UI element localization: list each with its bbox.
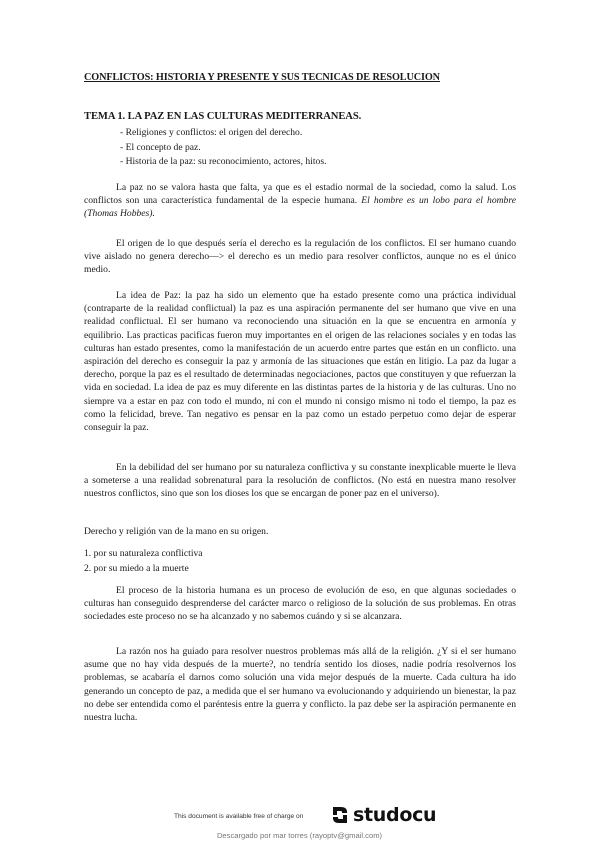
paragraph-3	[84, 289, 516, 434]
numbered-list	[84, 547, 203, 576]
numbered-item: 1. por su naturaleza conflictiva	[84, 548, 203, 559]
paragraph-7	[84, 645, 516, 724]
paragraph-1-text: La paz no se valora hasta que falta, ya que es el estadio normal de la sociedad, como la salud. Los conflictos son una característica fundamental de la especie humana.	[84, 182, 516, 207]
paragraph-1	[84, 181, 516, 221]
paragraph-6-text: El proceso de la historia humana es un proceso de evolución de eso, en que algunas sociedades o culturas han conseguido desprenderse del carácter marco o religioso de la solución de sus problemas. En otras sociedades este proceso no se ha alcanzado y no sabemos cuándo y si se alcanzara.	[84, 585, 516, 623]
studocu-logo[interactable]	[330, 804, 436, 826]
paragraph-6	[84, 584, 516, 624]
paragraph-7-text: La razón nos ha guiado para resolver nuestros problemas más allá de la religión. ¿Y si el ser humano asume que no hay vida después de la muerte?, no tendría sentido los dioses, nadie podría resolvernos los problemas, se acabaría el darnos como solución una vida mejor después de la muerte. Cada cultura ha ido generando un concepto de paz, a medida que el ser humano va evolucionando y adquiriendo un bienestar, la paz no debe ser entendida como el paréntesis entre la guerra y conflicto. la paz debe ser la aspiración permanente en nuestra lucha.	[84, 646, 516, 724]
document-title: CONFLICTOS: HISTORIA Y PRESENTE Y SUS TECNICAS DE RESOLUCION	[84, 72, 440, 83]
topic-item: - Historia de la paz: su reconocimiento, actores, hitos.	[120, 156, 327, 167]
paragraph-5: Derecho y religión van de la mano en su origen.	[84, 526, 269, 537]
paragraph-4-text: En la debilidad del ser humano por su naturaleza conflictiva y su constante inexplicable muerte le lleva a someterse a una realidad sobrenatural para la resolución de conflictos. (No está en nuestra mano resolver nuestros conflictos, sino que son los dioses los que se encargan de poner paz en el universo).	[84, 462, 516, 500]
studocu-wordmark: studocu	[353, 804, 437, 826]
section-heading: TEMA 1. LA PAZ EN LAS CULTURAS MEDITERRANEAS.	[84, 111, 362, 122]
topic-item: - El concepto de paz.	[120, 141, 201, 153]
paragraph-2-text: El origen de lo que después sería el derecho es la regulación de los conflictos. El ser humano cuando vive aislado no genera derecho—> el derecho es un medio para resolver conflictos, aunque no es el único medio.	[84, 238, 516, 276]
numbered-item: 2. por su miedo a la muerte	[84, 562, 189, 574]
paragraph-2	[84, 237, 516, 277]
paragraph-3-text: La idea de Paz: la paz ha sido un elemento que ha estado presente como una práctica individual (contraparte de la realidad conflictual) la paz es una aspiración permanente del ser humano que vive en una realidad conflictual. El ser humano va reconociendo una situación en la que se encuentra en armonía y equilibrio. Las practicas pacificas fueron muy importantes en el origen de las relaciones sociales y en todas las culturas han estado presentes, como la manifestación de un acuerdo entre partes que están en un conflicto. una aspiración del derecho es conseguir la paz y armonía de las situaciones que están en litigio. La paz da lugar a derecho, porque la paz es el resultado de determinadas negociaciones, pactos que constituyen y que refuerzan la vida en sociedad. La idea de paz es muy diferente en las distintas partes de la historia y de las culturas. Uno no siempre va a estar en paz con todo el mundo, ni con el mundo ni consigo mismo ni todo el tiempo, la paz es como la felicidad, breve. Tan negativo es pensar en la paz como un estado perpetuo como dejar de esperar conseguir la paz.	[84, 290, 516, 434]
download-notice: Descargado por mar torres (rayoptv@gmail.com)	[216, 831, 383, 840]
paragraph-4	[84, 461, 516, 501]
availability-note: This document is available free of charge on	[174, 813, 304, 820]
hobbes-quote: El hombre es un lobo para el hombre (Thomas Hobbes).	[84, 195, 516, 220]
studocu-logo-icon	[330, 804, 350, 826]
topic-list	[120, 126, 326, 170]
topic-item: - Religiones y conflictos: el origen del derecho.	[120, 127, 303, 138]
